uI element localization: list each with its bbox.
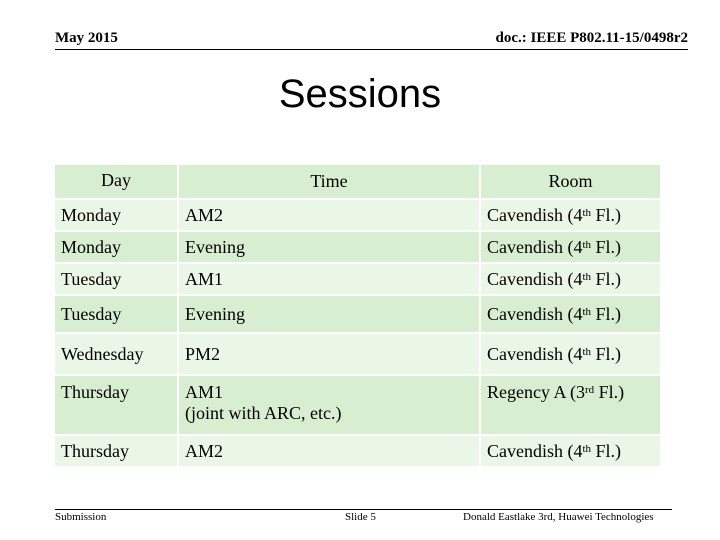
- day-cell: Monday: [55, 232, 179, 262]
- room-cell: [481, 264, 660, 294]
- room-ordinal: th: [582, 238, 592, 251]
- room-ordinal: th: [582, 345, 592, 358]
- room-text: Cavendish (4: [487, 236, 583, 257]
- room-cell: [481, 376, 660, 434]
- day-cell: Tuesday: [55, 264, 179, 294]
- footer-slide-number: Slide 5: [345, 511, 376, 523]
- table-row: [55, 200, 660, 230]
- footer-author: Donald Eastlake 3rd, Huawei Technologies: [463, 511, 654, 523]
- room-cell: [481, 200, 660, 230]
- time-cell: [179, 376, 481, 434]
- header-date: May 2015: [55, 30, 118, 46]
- day-cell: Tuesday: [55, 296, 179, 332]
- room-cell: [481, 436, 660, 466]
- day-cell: Wednesday: [55, 334, 179, 374]
- time-line-1: AM1: [185, 382, 224, 402]
- column-header-day: Day: [55, 165, 179, 198]
- table-row: [55, 376, 660, 434]
- room-text: Cavendish (4: [487, 303, 583, 324]
- room-text: Cavendish (4: [487, 343, 583, 364]
- header-doc-id: doc.: IEEE P802.11-15/0498r2: [495, 30, 688, 46]
- table-row: [55, 296, 660, 332]
- table-row: [55, 334, 660, 374]
- room-cell: [481, 334, 660, 374]
- room-cell: [481, 232, 660, 262]
- header-rule: [55, 49, 688, 50]
- column-header-time: Time: [179, 165, 481, 198]
- day-cell: Thursday: [55, 436, 179, 466]
- table-row: [55, 264, 660, 294]
- room-floor: Fl.): [591, 343, 622, 364]
- room-ordinal: th: [582, 442, 592, 455]
- time-cell: Evening: [179, 296, 481, 332]
- time-cell: PM2: [179, 334, 481, 374]
- table-row: [55, 232, 660, 262]
- table-header-row: [55, 165, 660, 198]
- room-ordinal: th: [582, 270, 592, 283]
- room-floor: Fl.): [591, 268, 622, 289]
- room-floor: Fl.): [591, 440, 622, 461]
- slide-title: Sessions: [278, 72, 442, 116]
- room-floor: Fl.): [591, 204, 622, 225]
- room-text: Cavendish (4: [487, 268, 583, 289]
- room-cell: [481, 296, 660, 332]
- room-floor: Fl.): [594, 382, 625, 402]
- day-cell: Monday: [55, 200, 179, 230]
- room-text: Cavendish (4: [487, 204, 583, 225]
- room-ordinal: rd: [584, 384, 595, 396]
- column-header-room: Room: [481, 165, 660, 198]
- room-ordinal: th: [582, 206, 592, 219]
- room-floor: Fl.): [591, 236, 622, 257]
- time-cell: AM1: [179, 264, 481, 294]
- table-row: [55, 436, 660, 466]
- room-floor: Fl.): [591, 303, 622, 324]
- time-cell: Evening: [179, 232, 481, 262]
- time-cell: AM2: [179, 436, 481, 466]
- room-text: Regency A (3: [487, 382, 585, 402]
- time-cell: AM2: [179, 200, 481, 230]
- footer-rule: [55, 509, 672, 510]
- room-ordinal: th: [582, 305, 592, 318]
- room-text: Cavendish (4: [487, 440, 583, 461]
- footer-submission: Submission: [55, 511, 107, 523]
- time-line-2: (joint with ARC, etc.): [185, 403, 342, 423]
- day-cell: Thursday: [55, 376, 179, 434]
- sessions-table: [55, 163, 660, 468]
